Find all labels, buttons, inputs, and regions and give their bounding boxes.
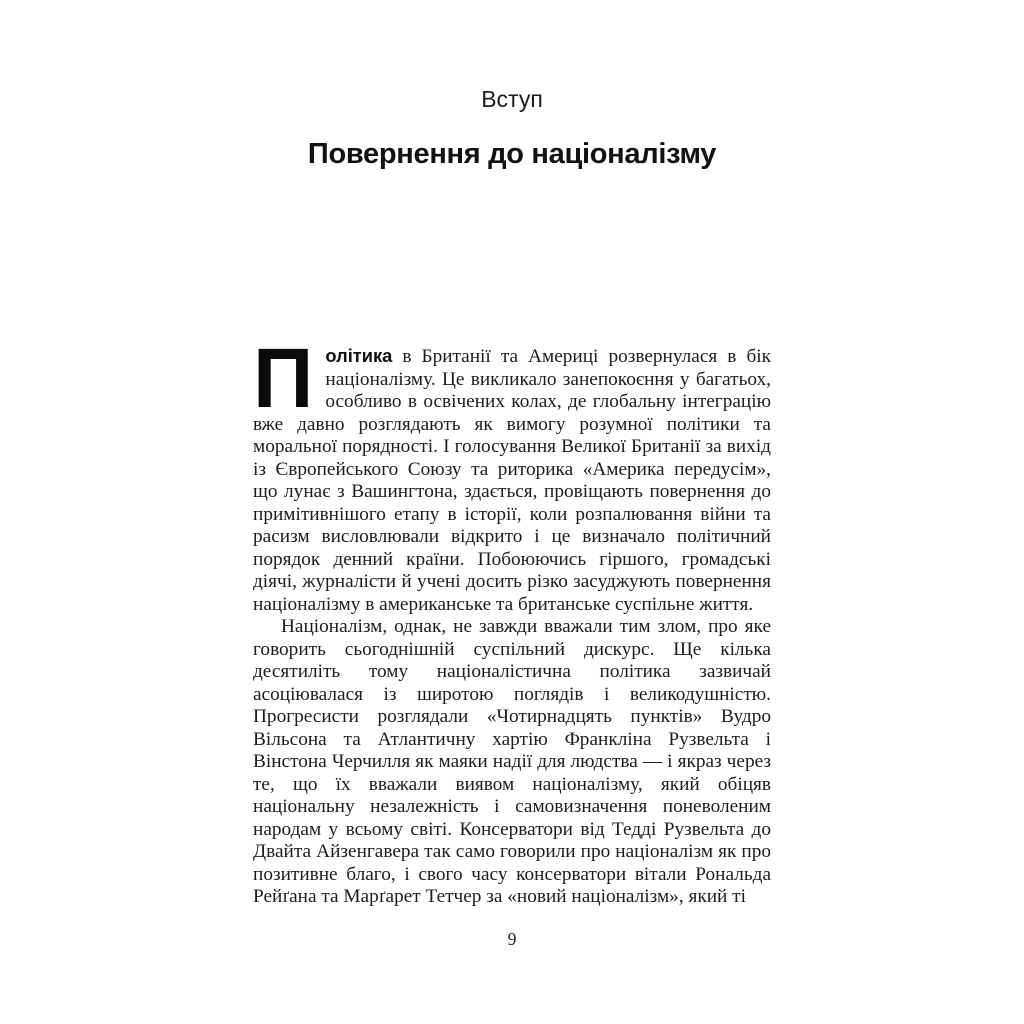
- chapter-kicker: Вступ: [481, 86, 543, 112]
- paragraph-second: Націоналізм, однак, не завжди вважали тим злом, про яке говорить сьогоднішній суспільний дискурс. Ще кілька десятиліть тому націоналістична політика зазвичай асоціювалася із широтою поглядів і великодушністю. Прогресисти розглядали «Чотирнадцять пунктів» Вудро Вільсона та Атлантичну хартію Франкліна Рузвельта і Вінстона Черчилля як маяки надії для людства — і якраз через те, що їх вважали виявом націоналізму, який обіцяв національну незалежність і самовизначення поневоленим народам у всьому світі. Консерватори від Тедді Рузвельта до Двайта Айзенгавера так само говорили про націоналізм як про позитивне благо, і свого часу консерватори вітали Рональда Рейґана та Марґарет Тетчер за «новий націоналізм», який ті: [253, 616, 771, 907]
- page-number: 9: [507, 929, 517, 949]
- chapter-title: Повернення до націоналізму: [307, 138, 717, 170]
- lead-word: олітика: [325, 345, 393, 366]
- paragraph-first: [253, 331, 771, 616]
- paragraph-first-text: в Британії та Америці розвернулася в бік націоналізму. Це викликало занепокоєння у багатьох, особливо в освічених колах, де глобальну інтеграцію вже давно розглядають як вимогу розумної політики та моральної порядності. І голосування Великої Британії за вихід із Європейського Союзу та риторика «Америка передусім», що лунає з Вашингтона, здається, провіщають повернення до примітивнішого етапу в історії, коли розпалювання війни та расизм висловлювали відкрито і це визначало політичний порядок денний країни. Побоюючись гіршого, громадські діячі, журналісти й учені досить різко засуджують повернення націоналізму в американське та британське суспільне життя.: [253, 346, 771, 615]
- body-text: [253, 331, 771, 909]
- drop-cap: П: [253, 331, 314, 425]
